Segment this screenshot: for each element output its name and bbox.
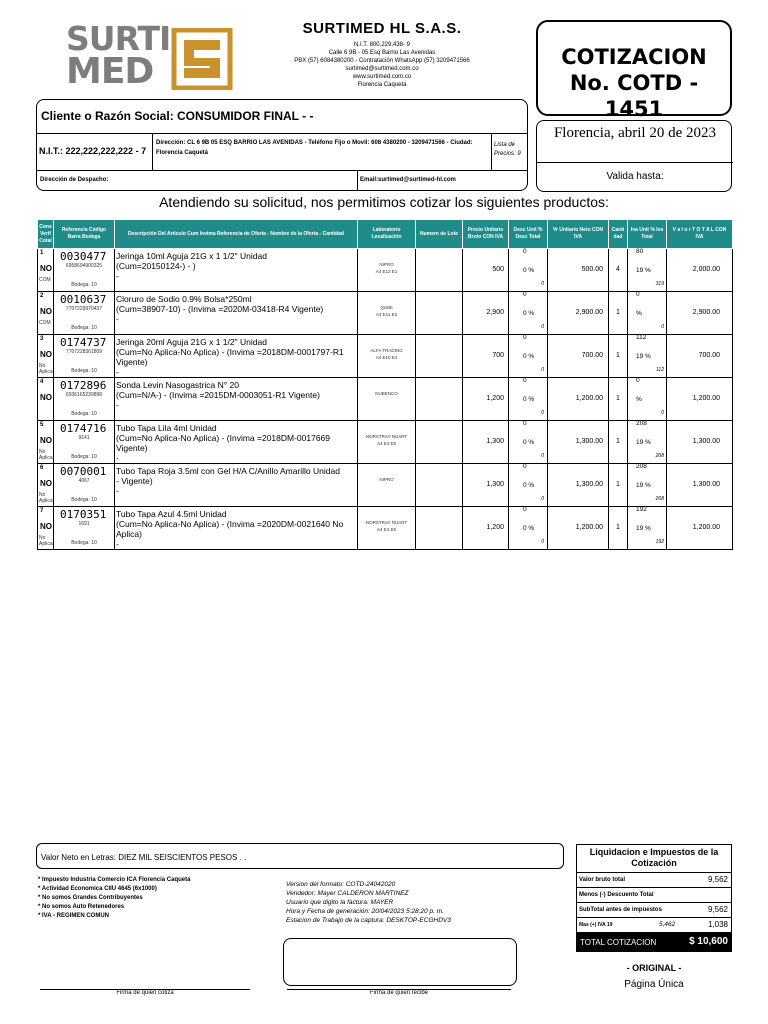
reference-cell — [54, 421, 115, 464]
discount-total: 0 — [541, 324, 544, 330]
row-subtype: COM — [39, 277, 51, 283]
quantity: 1 — [616, 352, 620, 359]
total-label: TOTAL COTIZACION — [580, 938, 657, 947]
row-subtype: COM — [39, 320, 51, 326]
iva-cell — [628, 378, 667, 421]
tax-notes — [38, 876, 190, 921]
quantity: 1 — [616, 524, 620, 531]
date-box — [536, 120, 732, 192]
quantity: 4 — [616, 266, 620, 273]
quantity-cell — [609, 378, 628, 421]
total-cell — [667, 421, 733, 464]
iva-cell — [628, 507, 667, 550]
gross-price: 500 — [492, 266, 504, 273]
row-number: 1 — [40, 250, 44, 256]
company-address: Calle 6 9B - 05 Esq Barrio Las Avenidas — [328, 50, 436, 56]
table-header-row — [38, 220, 733, 249]
gross-price: 1,300 — [486, 481, 504, 488]
iva-unit: 192 — [636, 506, 647, 513]
description-cell — [115, 464, 358, 507]
gross-price-cell — [463, 292, 509, 335]
net-unit-price: 500.00 — [581, 266, 603, 273]
iva-total: 0 — [661, 410, 664, 416]
quantity: 1 — [616, 309, 620, 316]
verified-flag: NO — [40, 264, 52, 273]
quantity-cell — [609, 249, 628, 292]
warehouse: Bodega: 10 — [71, 368, 97, 374]
discount-pct: 0 % — [523, 267, 535, 274]
laboratory: NIPRO A4 E12 E1 — [375, 262, 398, 274]
tax-note: * Impuesto Industria Comercio ICA Florencia Caquetá — [38, 877, 191, 883]
row-total: 2,000.00 — [692, 266, 720, 273]
iva-cell — [628, 464, 667, 507]
iva-unit: 112 — [636, 334, 647, 341]
discount-pct: 0 % — [523, 525, 535, 532]
description-cell — [115, 335, 358, 378]
discount-cell — [509, 464, 548, 507]
row-index-cell — [38, 507, 54, 550]
discount-total: 0 — [541, 367, 544, 373]
items-table — [37, 219, 733, 550]
liquidation-row — [577, 873, 731, 888]
discount-pct: 0 % — [523, 439, 535, 446]
barcode: 9141 — [78, 435, 90, 441]
row-subtype: No Aplica — [39, 449, 53, 461]
iva-total: 208 — [655, 453, 664, 459]
description-cell — [115, 249, 358, 292]
warehouse: Bodega: 10 — [71, 282, 97, 288]
column-header: Desc Unit % Desc Total — [509, 220, 548, 249]
lab-cell — [358, 249, 416, 292]
row-number: 4 — [40, 379, 44, 385]
liquidation-title: Liquidacion e Impuestos de la Cotización — [577, 845, 731, 873]
discount-cell — [509, 292, 548, 335]
discount-unit: 0 — [523, 463, 527, 470]
discount-total: 0 — [541, 281, 544, 287]
company-name: SURTIMED HL S.A.S. — [302, 20, 462, 37]
total-row — [577, 933, 731, 952]
discount-unit: 0 — [523, 377, 527, 384]
liquidation-row — [577, 903, 731, 918]
barcode: 6958694900325 — [65, 263, 103, 269]
discount-unit: 0 — [523, 291, 527, 298]
row-total: 1,300.00 — [692, 481, 720, 488]
iva-unit: 0 — [636, 377, 640, 384]
surtimed-logo — [66, 19, 236, 94]
product-description: Tubo Tapa Azul 4.5ml Unidad (Cum=No Aplica-No Aplica) - (Invima =2020DM-0021640 No Aplica) - — [116, 509, 344, 549]
column-header: Numero de Lote — [416, 220, 463, 249]
tax-note: * No somos Grandes Contribuyentes — [38, 895, 143, 901]
iva-pct: 19 % — [636, 525, 651, 532]
gross-price-cell — [463, 335, 509, 378]
valid-until-label: Valida hasta: — [606, 171, 664, 182]
gross-price: 2,900 — [486, 309, 504, 316]
quote-title: COTIZACION — [561, 45, 707, 69]
barcode: 4067 — [78, 478, 90, 484]
discount-pct: 0 % — [523, 482, 535, 489]
iva-total: 0 — [661, 324, 664, 330]
original-mark: - ORIGINAL - — [626, 963, 682, 973]
table-row — [38, 335, 733, 378]
table-row — [38, 378, 733, 421]
seller: Vendedor: Mayer CALDERON MARTINEZ — [286, 890, 409, 897]
iva-total: 192 — [655, 539, 664, 545]
dispatch-address: Dirección de Despacho: — [40, 177, 109, 183]
quantity: 1 — [616, 395, 620, 402]
row-index-cell — [38, 464, 54, 507]
iva-pct: 19 % — [636, 353, 651, 360]
discount-cell — [509, 421, 548, 464]
row-number: 5 — [40, 422, 44, 428]
row-number: 7 — [40, 508, 44, 514]
row-index-cell — [38, 249, 54, 292]
tax-note: * No somos Auto Retenedores — [38, 904, 125, 910]
discount-cell — [509, 378, 548, 421]
total-cell — [667, 249, 733, 292]
product-code: 0010637 — [60, 293, 107, 306]
client-divider — [152, 133, 153, 170]
logo-mark-icon — [170, 28, 234, 90]
product-description: Cloruro de Sodio 0.9% Bolsa*250ml (Cum=38907-10) - (Invima =2020M-03418-R4 Vigente) - — [116, 294, 324, 324]
net-unit-price: 1,200.00 — [575, 395, 603, 402]
discount-unit: 0 — [523, 248, 527, 255]
quantity: 1 — [616, 438, 620, 445]
column-header: Canti dad — [609, 220, 628, 249]
net-unit-cell — [548, 378, 609, 421]
tax-note: * IVA - REGIMEN COMUN — [38, 913, 110, 919]
net-unit-price: 1,300.00 — [575, 481, 603, 488]
net-unit-price: 700.00 — [581, 352, 603, 359]
description-cell — [115, 507, 358, 550]
row-index-cell — [38, 421, 54, 464]
lot-cell — [416, 421, 463, 464]
column-header: Iva Unit % Iva Total — [628, 220, 667, 249]
verified-flag: NO — [40, 307, 52, 316]
iva-total: 319 — [655, 281, 664, 287]
quantity-cell — [609, 292, 628, 335]
iva-pct: 19 % — [636, 482, 651, 489]
discount-total: 0 — [541, 453, 544, 459]
row-number: 6 — [40, 465, 44, 471]
verified-flag: NO — [40, 522, 52, 531]
discount-total: 0 — [541, 410, 544, 416]
net-unit-cell — [548, 335, 609, 378]
net-unit-cell — [548, 464, 609, 507]
reference-cell — [54, 335, 115, 378]
table-row — [38, 421, 733, 464]
row-subtype: No Aplica — [39, 492, 53, 504]
net-unit-cell — [548, 421, 609, 464]
net-unit-cell — [548, 249, 609, 292]
net-unit-price: 1,200.00 — [575, 524, 603, 531]
row-total: 700.00 — [698, 352, 720, 359]
column-header: Vr Unitario Neto CON IVA — [548, 220, 609, 249]
workstation: Estacion de Trabajo de la captura: DESKTOP-ECGHDV3 — [286, 917, 451, 924]
laboratory: NIPRO — [379, 477, 394, 482]
column-header: Descripción Del Artículo Cum Invima Referencia de Oferta - Nombre de la Oferta - Cantidad — [115, 220, 358, 249]
tax-note: * Actividad Economica CIIU 4645 (6x1000) — [38, 886, 157, 892]
iva-pct: 19 % — [636, 439, 651, 446]
quantity-cell — [609, 335, 628, 378]
product-description: Tubo Tapa Lila 4ml Unidad (Cum=No Aplica-No Aplica) - (Invima =2018DM-0017669 Vigente) - — [116, 423, 331, 463]
iva-cell — [628, 249, 667, 292]
row-index-cell — [38, 378, 54, 421]
laboratory: NORSTRAY NUART A4 E4 E5 — [365, 434, 408, 446]
iva-base-value: 5,462 — [659, 921, 676, 928]
row-number: 3 — [40, 336, 44, 342]
liquidation-box — [576, 844, 732, 952]
discount-pct: 0 % — [523, 396, 535, 403]
gross-price-cell — [463, 421, 509, 464]
iva-total: 112 — [656, 367, 664, 373]
row-index-cell — [38, 292, 54, 335]
reference-cell — [54, 464, 115, 507]
iva-pct: % — [636, 310, 642, 317]
iva-cell — [628, 292, 667, 335]
client-divider — [37, 170, 527, 171]
lab-cell — [358, 378, 416, 421]
product-code: 0174737 — [60, 336, 107, 349]
logo-text-line1: SURTI — [66, 19, 171, 58]
company-nit: N.I.T. 800,229,438- 9 — [353, 42, 411, 48]
company-phone: PBX (57) 6084380200 - Contratación WhatsApp (57) 3209471566 — [294, 58, 470, 64]
table-row — [38, 292, 733, 335]
discount-unit: 0 — [523, 506, 527, 513]
product-code: 0030477 — [60, 250, 107, 263]
table-row — [38, 464, 733, 507]
quantity-cell — [609, 421, 628, 464]
total-cell — [667, 464, 733, 507]
iva-unit: 208 — [636, 420, 647, 427]
quote-number: No. COTD - 1451 — [569, 71, 699, 121]
total-value: $ 10,600 — [689, 936, 728, 947]
barcode: 1691 — [78, 521, 90, 527]
client-name: Cliente o Razón Social: CONSUMIDOR FINAL - - — [41, 109, 314, 123]
row-total: 2,900.00 — [692, 309, 720, 316]
iva-total: 208 — [655, 496, 664, 502]
client-box — [36, 99, 528, 191]
quantity-cell — [609, 507, 628, 550]
liquidation-value: 9,562 — [707, 905, 728, 914]
row-index-cell — [38, 335, 54, 378]
gross-price-cell — [463, 507, 509, 550]
discount-cell — [509, 335, 548, 378]
description-cell — [115, 378, 358, 421]
client-divider — [357, 170, 358, 191]
discount-total: 0 — [541, 496, 544, 502]
client-email: Email:surtimed@surtimed-hl.com — [360, 177, 456, 183]
lab-cell — [358, 507, 416, 550]
discount-cell — [509, 507, 548, 550]
laboratory: NORSTRAY NUART A4 E4 E5 — [365, 520, 408, 532]
gross-price: 1,300 — [486, 438, 504, 445]
product-description: Sonda Levin Nasogastrica N° 20 (Cum=N/A-) - (Invima =2015DM-0003051-R1 Vigente) - — [116, 380, 320, 410]
product-code: 0172896 — [60, 379, 107, 392]
verified-flag: NO — [40, 479, 52, 488]
warehouse: Bodega: 10 — [71, 411, 97, 417]
format-version: Version del formato: COTD-24042020 — [286, 881, 396, 888]
iva-unit: 208 — [636, 463, 647, 470]
gross-price: 700 — [492, 352, 504, 359]
barcode: 6936165230898 — [65, 392, 103, 398]
company-email: surtimed@surtimed.com.co — [345, 66, 419, 72]
net-unit-price: 1,300.00 — [575, 438, 603, 445]
gross-price-cell — [463, 464, 509, 507]
typed-by-user: Usuario que digito la factura: MAYER — [286, 899, 394, 906]
price-list: Lista de Precios: 9 — [494, 142, 521, 157]
iva-pct: 19 % — [636, 267, 651, 274]
total-cell — [667, 507, 733, 550]
iva-unit: 80 — [636, 248, 644, 255]
warehouse: Bodega: 10 — [71, 497, 97, 503]
liquidation-label: Valor bruto total — [579, 877, 626, 883]
company-header — [262, 20, 502, 89]
table-row — [38, 507, 733, 550]
lot-cell — [416, 464, 463, 507]
laboratory: ALFA TRADING A4 E10 E4 — [370, 348, 403, 360]
discount-pct: 0 % — [523, 310, 535, 317]
verified-flag: NO — [40, 350, 52, 359]
liquidation-label: Menos (-) Descuento Total — [579, 892, 654, 898]
discount-cell — [509, 249, 548, 292]
liquidation-row — [577, 918, 731, 933]
reference-cell — [54, 249, 115, 292]
liquidation-row — [577, 888, 731, 903]
reference-cell — [54, 292, 115, 335]
warehouse: Bodega: 10 — [71, 325, 97, 331]
receiver-signature-box — [283, 938, 517, 986]
discount-unit: 0 — [523, 334, 527, 341]
net-unit-price: 2,900.00 — [575, 309, 603, 316]
discount-total: 0 — [541, 539, 544, 545]
row-total: 1,200.00 — [692, 524, 720, 531]
reference-cell — [54, 507, 115, 550]
net-value-in-words: Valor Neto en Letras: DIEZ MIL SEISCIENTOS PESOS . . — [36, 843, 564, 869]
page-label: Página Única — [624, 979, 684, 990]
liquidation-label: Mas (+) IVA 19 — [579, 922, 613, 928]
description-cell — [115, 292, 358, 335]
client-divider — [37, 133, 527, 134]
net-unit-cell — [548, 507, 609, 550]
product-code: 0170351 — [60, 508, 107, 521]
verified-flag: NO — [40, 393, 52, 402]
lot-cell — [416, 335, 463, 378]
gross-price: 1,200 — [486, 524, 504, 531]
product-description: Jeringa 10ml Aguja 21G x 1 1/2" Unidad (Cum=20150124-) - ) - — [116, 251, 267, 281]
lab-cell — [358, 421, 416, 464]
barcode: 7707228361809 — [65, 349, 103, 355]
lot-cell — [416, 292, 463, 335]
quote-title-box — [536, 20, 732, 121]
client-divider — [491, 133, 492, 170]
logo-text-line2: MED — [66, 51, 154, 92]
quoter-signature-label: Firma de quien cotiza — [116, 990, 174, 996]
client-nit: N.I.T.: 222,222,222,222 - 7 — [39, 146, 147, 156]
date-divider — [537, 162, 733, 163]
version-info — [286, 880, 451, 925]
product-code: 0070001 — [60, 465, 107, 478]
row-total: 1,200.00 — [692, 395, 720, 402]
row-total: 1,300.00 — [692, 438, 720, 445]
iva-cell — [628, 421, 667, 464]
reference-cell — [54, 378, 115, 421]
verified-flag: NO — [40, 436, 52, 445]
net-unit-cell — [548, 292, 609, 335]
liquidation-value: 9,562 — [707, 875, 728, 884]
total-cell — [667, 335, 733, 378]
product-description: Jeringa 20ml Aguja 21G x 1 1/2" Unidad (Cum=No Aplica-No Aplica) - (Invima =2018DM-0001797-R1 Vigente) - — [116, 337, 344, 377]
row-subtype: No Aplica — [39, 363, 53, 375]
iva-pct: % — [636, 396, 642, 403]
liquidation-label: SubTotal antes de impuestos — [579, 907, 662, 913]
lab-cell — [358, 464, 416, 507]
receiver-signature-label: Firma de quien recibe — [369, 990, 429, 996]
column-header: Precio Unitario Bruto CON IVA — [463, 220, 509, 249]
lab-cell — [358, 335, 416, 378]
lot-cell — [416, 507, 463, 550]
quote-date: Florencia, abril 20 de 2023 — [553, 125, 717, 141]
iva-unit: 0 — [636, 291, 640, 298]
generated-at: Hora y Fecha de generación: 20/04/2023 5:28:20 p. m. — [286, 908, 444, 915]
lab-cell — [358, 292, 416, 335]
row-number: 2 — [40, 293, 44, 299]
total-cell — [667, 378, 733, 421]
total-cell — [667, 292, 733, 335]
discount-pct: 0 % — [523, 353, 535, 360]
discount-unit: 0 — [523, 420, 527, 427]
quantity: 1 — [616, 481, 620, 488]
lot-cell — [416, 378, 463, 421]
quantity-cell — [609, 464, 628, 507]
gross-price: 1,200 — [486, 395, 504, 402]
barcode: 7707229970437 — [65, 306, 103, 312]
liquidation-value: 1,038 — [707, 920, 728, 929]
table-row — [38, 249, 733, 292]
row-subtype: No Aplica — [39, 535, 53, 547]
column-header: Cons Verif Cotai — [38, 220, 54, 249]
laboratory: QUIBI A4 E11 E2 — [375, 305, 398, 317]
gross-price-cell — [463, 378, 509, 421]
warehouse: Bodega: 10 — [71, 540, 97, 546]
company-web: www.surtimed.com.co — [352, 74, 412, 80]
column-header: Laboratorio Localización — [358, 220, 416, 249]
intro-text: Atendiendo su solicitud, nos permitimos cotizar los siguientes productos: — [159, 194, 609, 210]
iva-cell — [628, 335, 667, 378]
warehouse: Bodega: 10 — [71, 454, 97, 460]
client-address: Dirección: CL 6 9B 05 ESQ BARRIO LAS AVENIDAS - Teléfono Fijo o Movil: 608 4380200 - 3209471566 - Ciudad: Florencia Caquetá — [156, 140, 473, 156]
gross-price-cell — [463, 249, 509, 292]
lot-cell — [416, 249, 463, 292]
description-cell — [115, 421, 358, 464]
laboratory: NUBENCO — [375, 391, 398, 396]
company-city: Florencia Caquetá — [357, 82, 407, 88]
product-description: Tubo Tapa Roja 3.5ml con Gel H/A C/Anillo Amarillo Unidad - Vigente) - — [116, 466, 340, 496]
column-header: V a l o r T O T A L CON IVA — [667, 220, 733, 249]
column-header: Referencia Código Barra Bodega — [54, 220, 115, 249]
product-code: 0174716 — [60, 422, 107, 435]
